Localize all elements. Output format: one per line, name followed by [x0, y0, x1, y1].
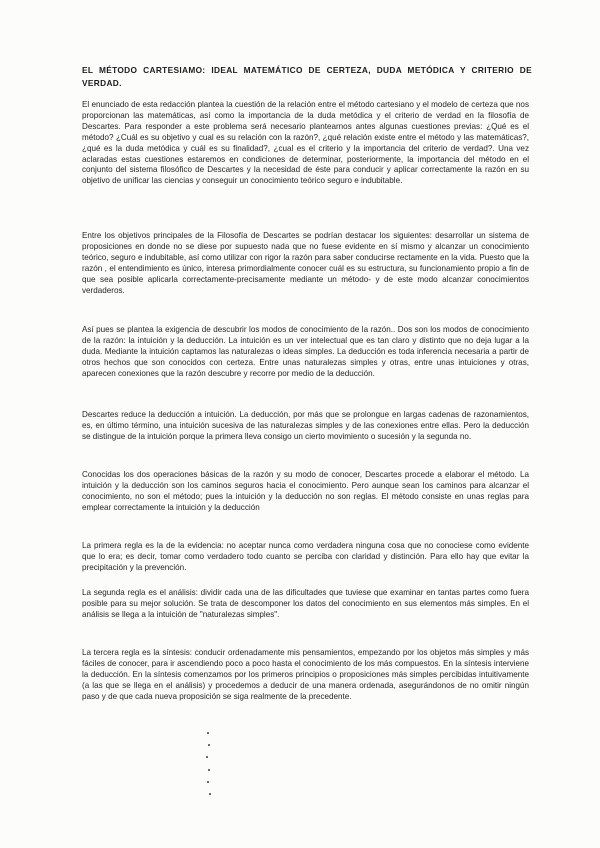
- paragraph-rule-analysis: La segunda regla es el análisis: dividir cada una de las dificultades que tuviese que examinar en tantas partes como fuera posible para su mejor solución. Se trata de descomponer los datos del conocimiento en sus elementos más simples. En el análisis se llega a la intuición de "naturalezas simples".: [82, 588, 529, 619]
- paragraph-rule-synthesis: La tercera regla es la síntesis: conducir ordenadamente mis pensamientos, empezando por los objetos más simples y más fáciles de conocer, para ir ascendiendo poco a poco hasta el conocimiento de los más compuestos. En la síntesis interviene la deducción. En la síntesis comenzamos por los primeros principios o proposiciones más simples percibidas intuitivamente (a las que se llega en el análisis) y procedemos a deducir de una manera ordenada, asegurándonos de no omitir ningún paso y de que cada nueva proposición se siga realmente de la precedente.: [82, 648, 529, 701]
- document-title: EL MÉTODO CARTESIAMO: IDEAL MATEMÁTICO DE CERTEZA, DUDA METÓDICA Y CRITERIO DE VERDAD.: [82, 65, 532, 88]
- scan-speckles: [205, 732, 211, 802]
- paragraph-modes-of-knowledge: Así pues se plantea la exigencia de descubrir los modos de conocimiento de la razón.. Dos son los modos de conocimiento de la razón: la intuición y la deducción. La intuición es un ver intelectual que es tan claro y distinto que no deja lugar a la duda. Mediante la intuición captamos las naturalezas o ideas simples. La deducción es toda inferencia necesaria a partir de otros hechos que son conocidos con certeza. Entre unas naturalezas simples y otras, entre unas intuiciones y otras, aparecen conexiones que la razón descubre y recorre por medio de la deducción.: [82, 325, 529, 378]
- paragraph-rule-evidence: La primera regla es la de la evidencia: no aceptar nunca como verdadera ninguna cosa que no conociese como evidente que lo era; es decir, tomar como verdadero todo cuanto se perciba con claridad y distinción. Para ello hay que evitar la precipitación y la prevención.: [82, 541, 529, 572]
- paragraph-objectives: Entre los objetivos principales de la Filosofía de Descartes se podrían destacar los siguientes: desarrollar un sistema de proposiciones en donde no se diese por supuesto nada que no fuese evidente en sí mismo y alcanzar un conocimiento teórico, seguro e indubitable, así como utilizar con rigor la razón para saber conducirse rectamente en la vida. Puesto que la razón , el entendimiento es único, interesa primordialmente conocer cuál es su estructura, su funcionamiento propio a fin de que sea posible aplicarla correctamente-precisamente mediante un método- y de este modo alcanzar conocimientos verdaderos.: [82, 231, 529, 295]
- paragraph-deduction: Descartes reduce la deducción a intuición. La deducción, por más que se prolongue en largas cadenas de razonamientos, es, en último término, una intuición sucesiva de las naturalezas simples y de las conexiones entre ellas. Pero la deducción se distingue de la intuición porque la primera lleva consigo un cierto movimiento o sucesión y la segunda no.: [82, 410, 529, 441]
- paragraph-method: Conocidas los dos operaciones básicas de la razón y su modo de conocer, Descartes procede a elaborar el método. La intuición y la deducción son los caminos seguros hacia el conocimiento. Pero aunque sean los caminos para alcanzar el conocimiento, no son el método; pues la intuición y la deducción no son reglas. El método consiste en unas reglas para emplear correctamente la intuición y la deducción: [82, 470, 529, 512]
- paragraph-introduction: El enunciado de esta redacción plantea la cuestión de la relación entre el método cartesiano y el modelo de certeza que nos proporcionan las matemáticas, así como la importancia de la duda metódica y el criterio de verdad en la filosofía de Descartes. Para responder a este problema será necesario plantearnos antes algunas cuestiones previas: ¿Qué es el método? ¿Cuál es su objetivo y cual es su relación con la razón?, ¿qué relación existe entre el método y las matemáticas?, ¿qué es la duda metódica y cuál es su finalidad?, ¿cual es el criterio y la importancia del criterio de verdad?. Una vez aclaradas estas cuestiones estaremos en condiciones de determinar, posteriormente, la importancia del método en el conjunto del sistema filosófico de Descartes y la necesidad de éste para conducir y aplicar correctamente la razón en su objetivo de unificar las ciencias y conseguir un conocimiento teórico seguro e indubitable.: [82, 100, 529, 186]
